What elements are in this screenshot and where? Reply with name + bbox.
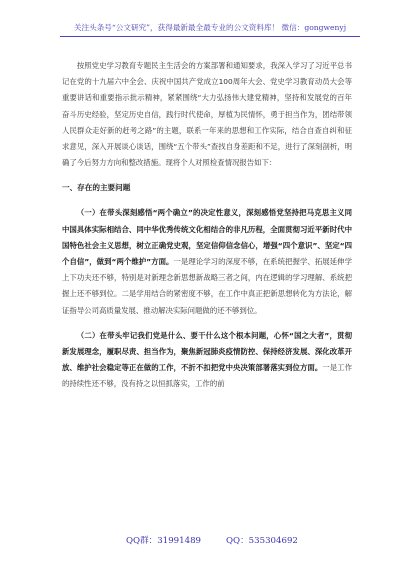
qq-group-link[interactable]: QQ群：31991489	[126, 536, 202, 546]
footer-contact	[0, 534, 408, 550]
item-1-heading: （一）在带头深刻感悟“两个确立”的决定性意义，深刻感悟党坚持把马克思主义同中国具体实际相结合、同中华优秀传统文化相结合的非凡历程，全面贯彻习近平新时代中国特色社会主义思想，树立正确党史观，坚定信仰信念信心，增强“四个意识”、坚定“四个自信”，做到“两个维护”方面。	[62, 208, 352, 267]
header-notice: 关注头条号“公文研究”，获得最新最全最专业的公文资料库！ 微信：gongwenyj	[60, 22, 360, 37]
item-1-text: 一是理论学习的深度不够，在系统把握学、拓展延伸学上下功夫还不够，特别是对新理念新思想新战略三者之间，内在逻辑的学习理解、系统把握上还不够到位。二是学用结合的紧密度不够，在工作中真正把新思想转化为方法论，解证指导公司高质量发展、推动解决实际问题做的还不够到位。	[62, 257, 352, 315]
qq-contact-link[interactable]: QQ：535304692	[226, 536, 298, 546]
item-2-text: 一是工作的持续性还不够，没有持之以恒抓落实，工作的前	[62, 363, 352, 389]
spacer	[62, 319, 352, 328]
spacer	[62, 196, 352, 205]
intro-paragraph: 按照党史学习教育专题民主生活会的方案部署和通知要求，我深入学习了习近平总书记在党的十九届六中全会、庆祝中国共产党成立100周年大会、党史学习教育动员大会等重要讲话和重要指示批示精神，紧紧围绕“大力弘扬伟大建党精神，坚持和发展党的百年奋斗历史经验，坚定历史自信，践行时代使命，厚植为民情怀，勇于担当作为，团结带领人民群众走好新的赶考之路”的主题，联系一年来的思想和工作实际，结合自查自纠和征求意见，深入开展谈心谈话，围绕“五个带头”查找自身差距和不足，进行了深刻剖析，明确了今后努力方向和整改措施。现将个人对照检查情况报告如下：	[62, 61, 352, 168]
spacer	[62, 171, 352, 180]
item-2-heading: （二）在带头牢记我们党是什么、要干什么这个根本问题，心怀“国之大者”，贯彻新发展理念，履职尽责、担当作为，聚焦新冠肺炎疫情防控、保持经济发展、深化改革开放、维护社会稳定等正在做的工作，不折不扣把党中央决策部署落实到位方面。	[62, 330, 352, 373]
document-body	[62, 58, 352, 393]
section-heading: 一、存在的主要问题	[62, 183, 131, 193]
item-paragraph-1	[62, 205, 352, 318]
item-paragraph-2	[62, 328, 352, 393]
